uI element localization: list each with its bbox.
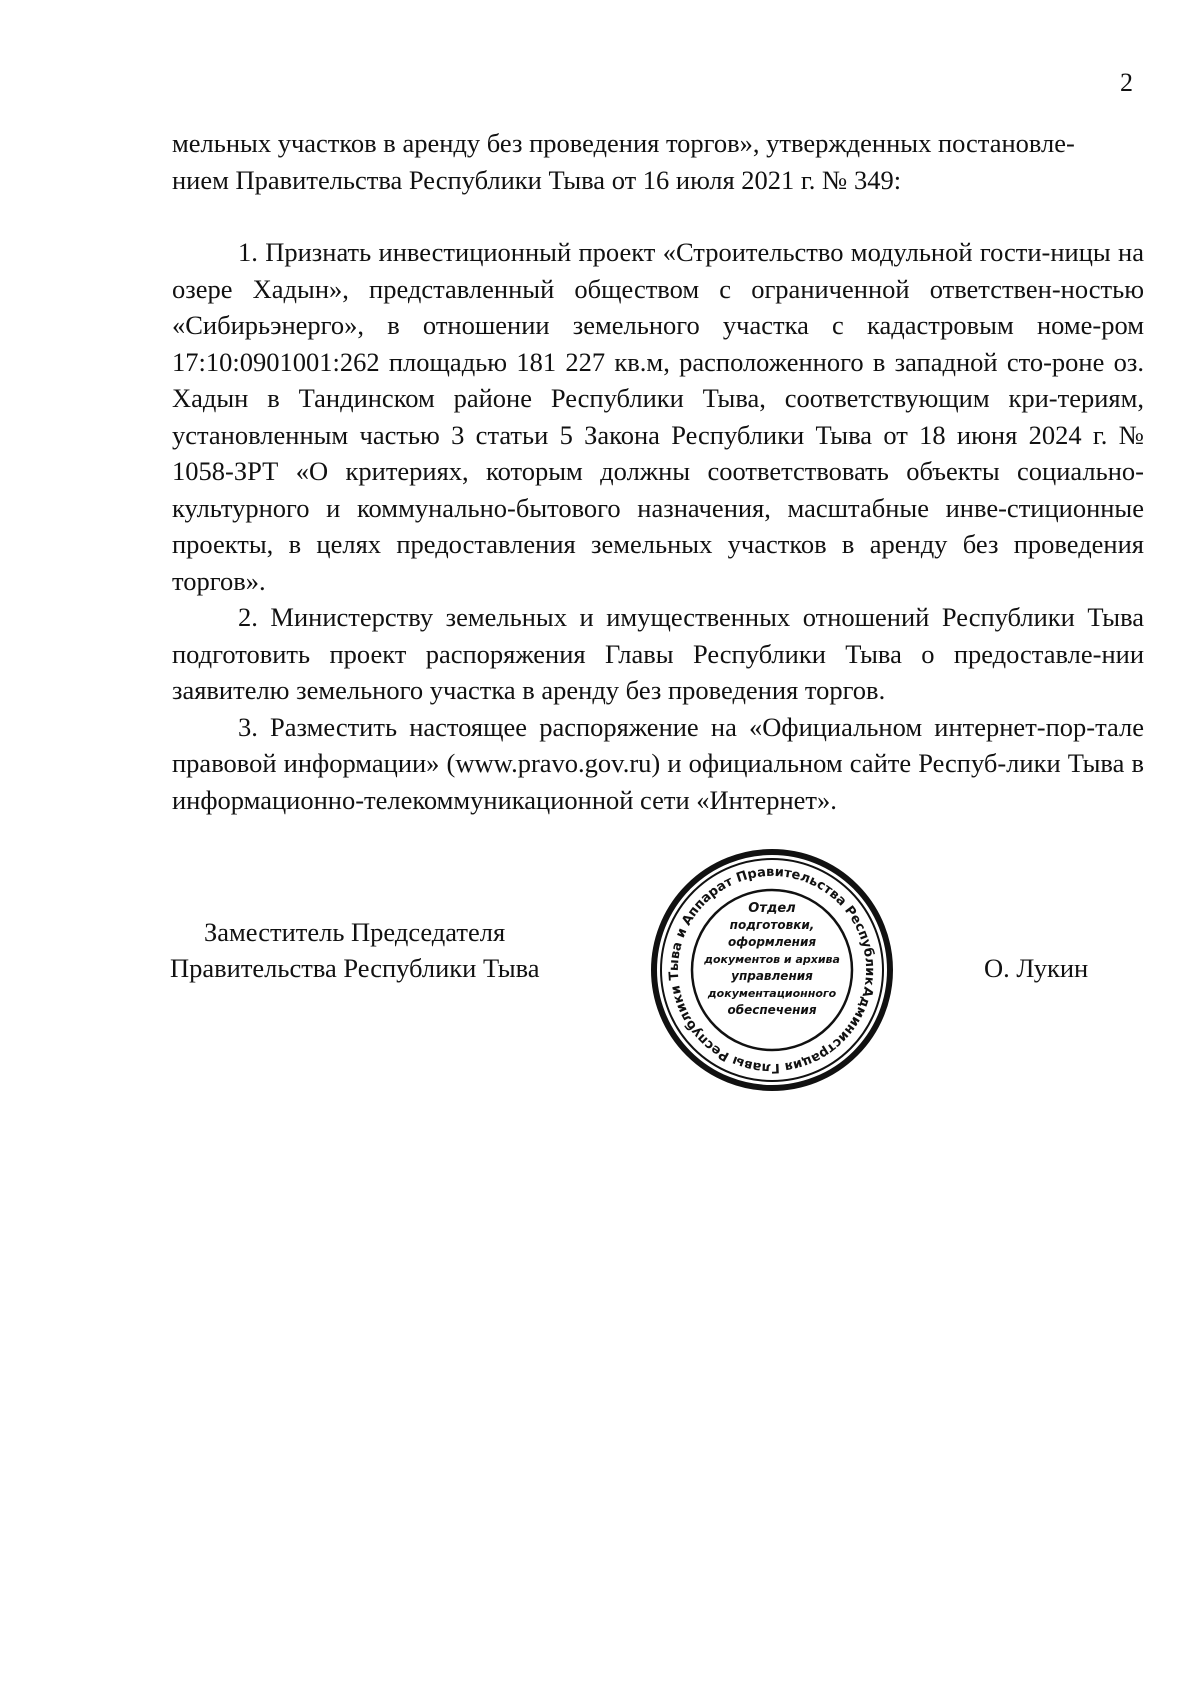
stamp-line: Отдел — [748, 901, 796, 916]
stamp-line: управления — [731, 969, 813, 983]
signatory-name: О. Лукин — [984, 953, 1089, 983]
stamp-line: обеспечения — [727, 1003, 817, 1017]
intro-text — [172, 125, 1144, 198]
intro-paragraph — [172, 125, 1144, 198]
item-3: 3. Разместить настоящее распоряжение на «Официальном интернет-пор-тале правовой информации» (www.pravo.gov.ru) и официальном сайте Респуб-лики Тыва в информационно-телекоммуникационной сети «Интернет». — [172, 711, 1144, 815]
item-2: 2. Министерству земельных и имущественных отношений Республики Тыва подготовить проект распоряжения Главы Республики Тыва о предоставле-нии заявителю земельного участка в аренду без проведения торгов. — [172, 602, 1144, 705]
stamp-line: документационного — [707, 987, 837, 1000]
intro-line: нием Правительства Республики Тыва от 16 июля 2021 г. № 349: — [172, 164, 902, 195]
item-1: 1. Признать инвестиционный проект «Строительство модульной гости-ницы на озере Хадын», представленный обществом с ограниченной ответствен-ностью «Сибирьэнерго», в отношении земельного участка с кадастровым номе-ром 17:10:0901001:262 площадью 181 227 кв.м, расположенного в западной сто-роне оз. Хадын в Тандинском районе Республики Тыва, соответствующим кри-териям, установленным частью 3 статьи 5 Закона Республики Тыва от 18 июня 2024 г. № 1058-ЗРТ «О критериях, которым должны соответствовать объекты социально-культурного и коммунально-бытового назначения, масштабные инве-стиционные проекты, в целях предоставления земельных участков в аренду без проведения торгов». — [172, 237, 1144, 596]
intro-line: мельных участков в аренду без проведения торгов», утвержденных постановле- — [172, 128, 1075, 158]
page-number: 2 — [1120, 68, 1133, 97]
signatory-position-line2: Правительства Республики Тыва — [170, 953, 540, 983]
stamp-ring-text: Администрация Главы Республики Тыва и Аппарат Правительства Республики — [666, 864, 878, 1076]
resolution-items — [172, 234, 1144, 818]
official-stamp — [648, 846, 896, 1094]
stamp-line: подготовки, — [729, 918, 815, 932]
stamp-line: оформления — [727, 935, 817, 949]
stamp-line: документов и архива — [704, 953, 840, 966]
signatory-position — [170, 914, 610, 986]
signatory-position-line1: Заместитель Председателя — [204, 917, 506, 947]
